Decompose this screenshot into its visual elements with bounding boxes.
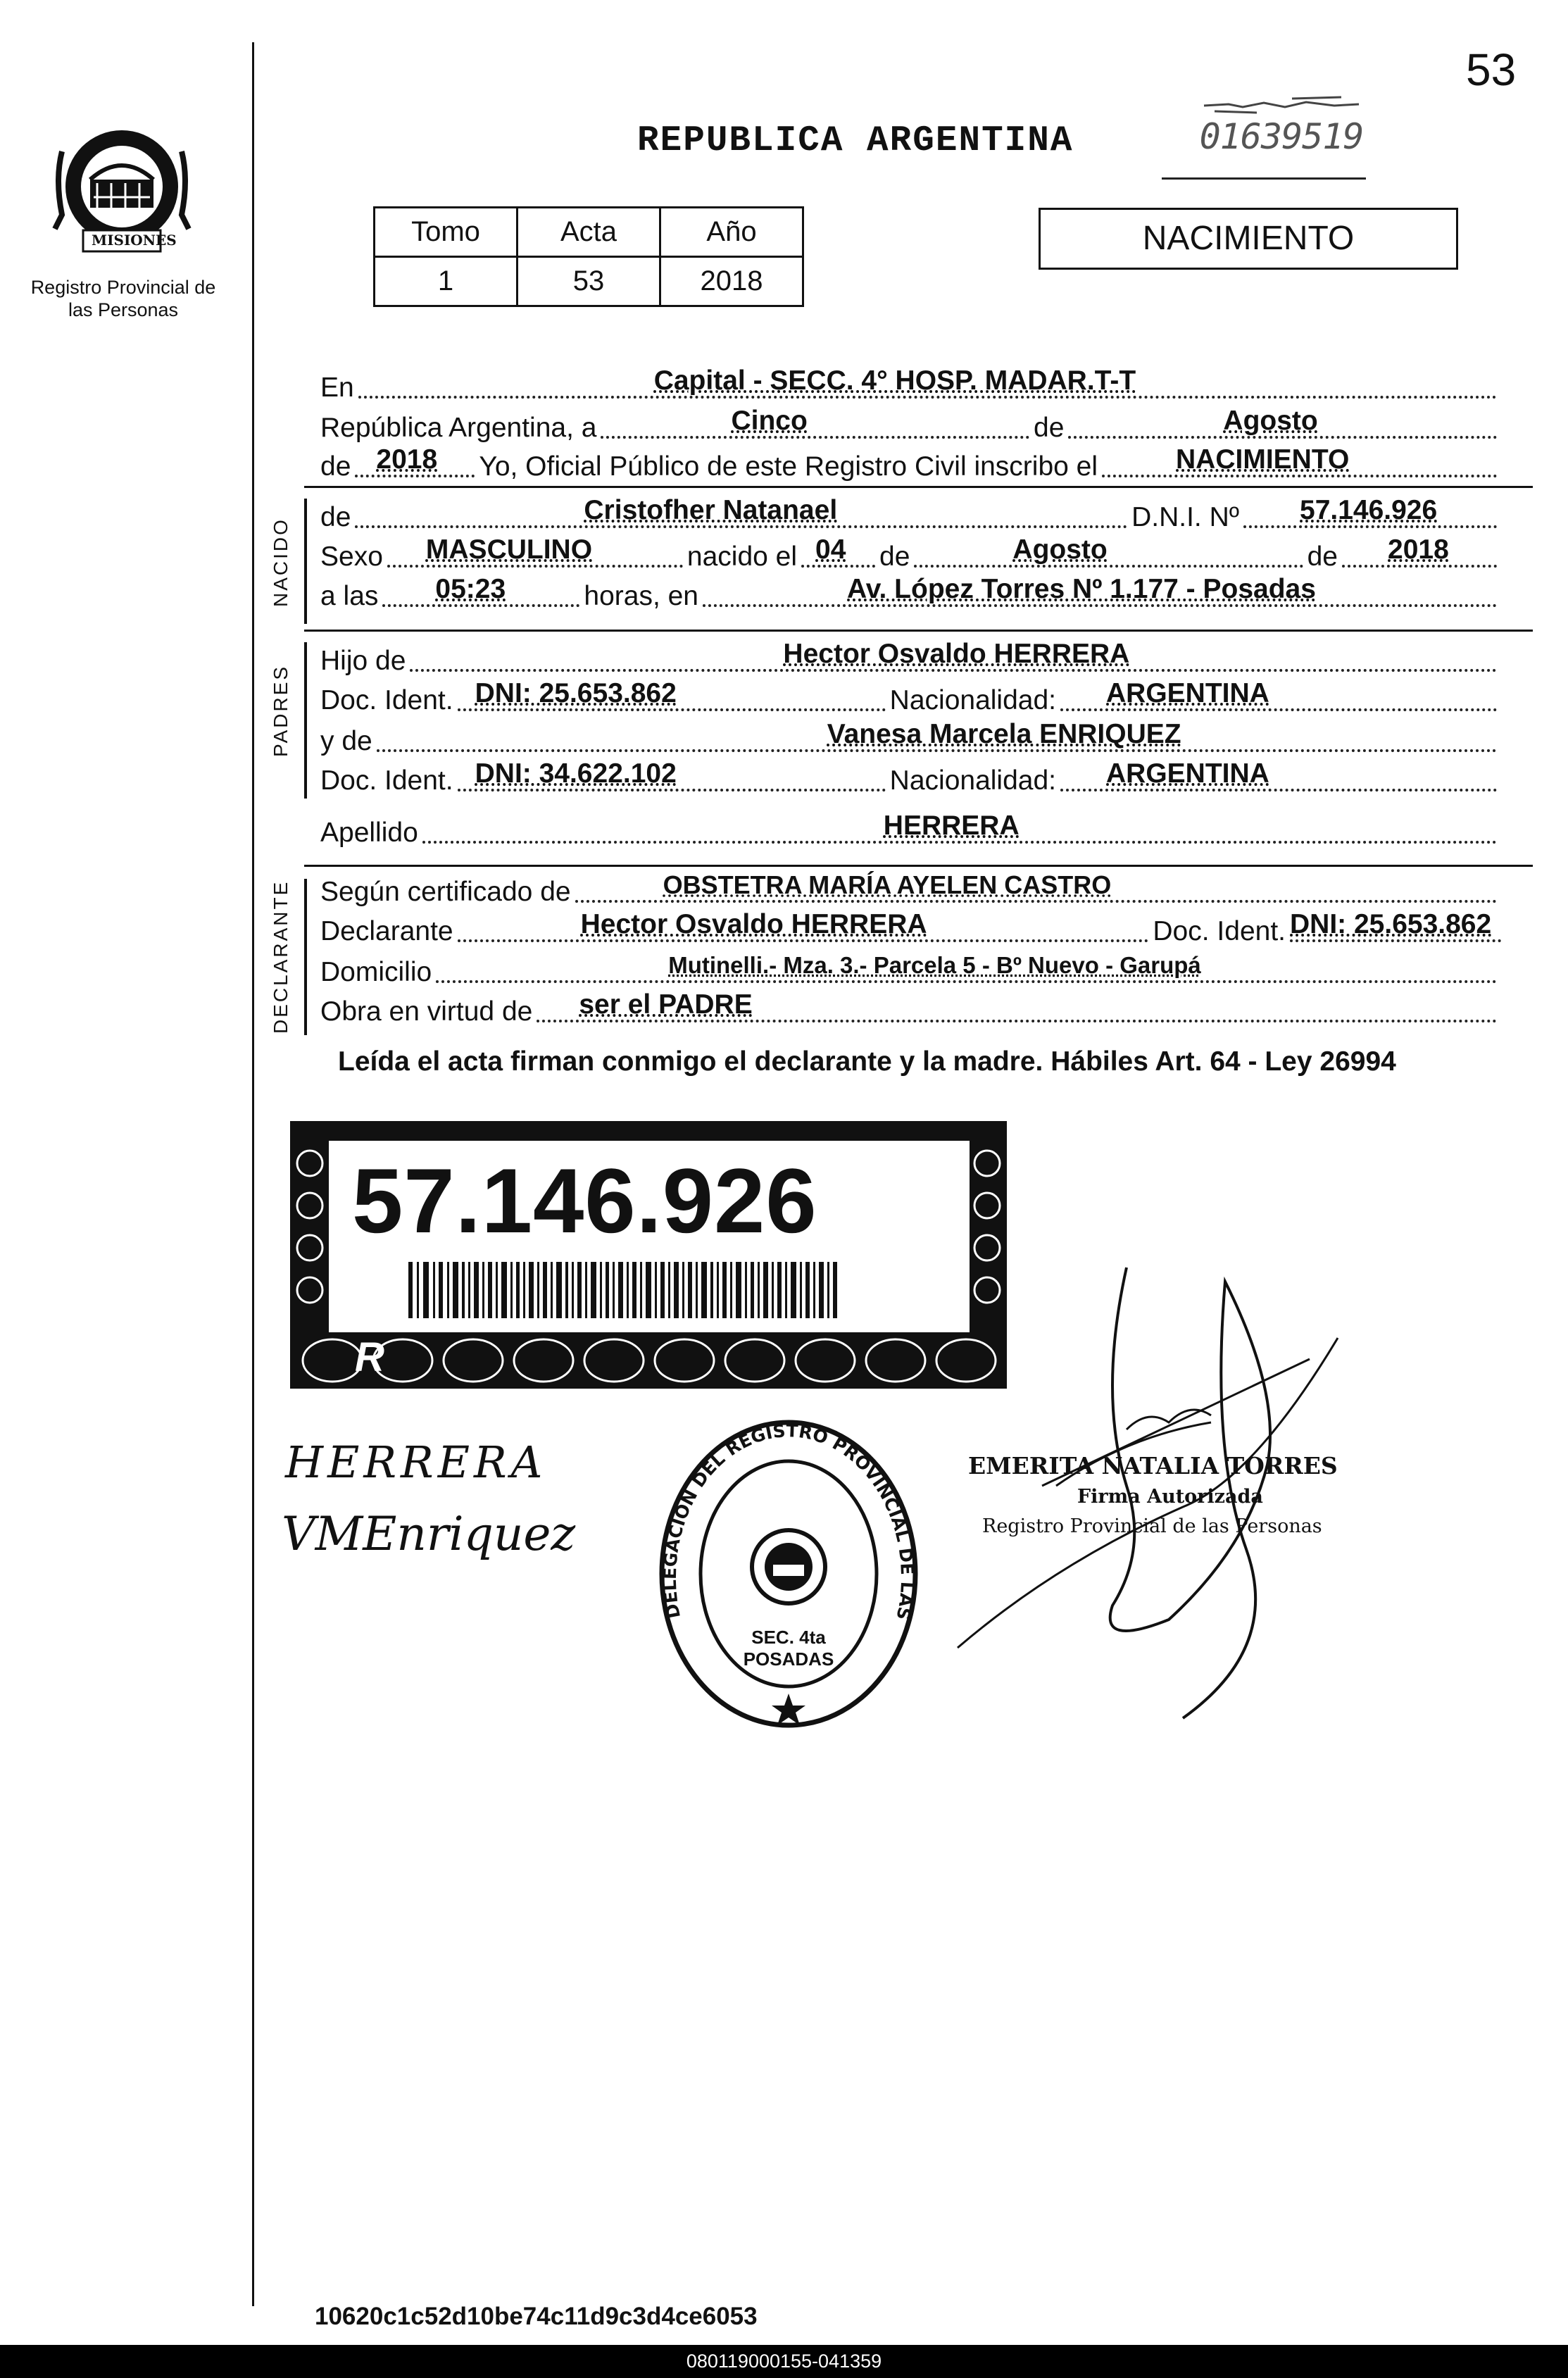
nota-firmas: Leída el acta firman conmigo el declarante y la madre. Hábiles Art. 64 - Ley 26994 — [338, 1046, 1396, 1077]
label-de-year: de — [320, 451, 351, 482]
value-birth-month: Agosto — [1012, 534, 1108, 565]
value-mother-nationality: ARGENTINA — [1106, 758, 1269, 789]
field-obra — [537, 989, 1497, 1022]
label-en: En — [320, 373, 354, 403]
field-father-nationality — [1060, 678, 1497, 711]
value-declarante-name: Hector Osvaldo HERRERA — [580, 909, 927, 939]
label-mother-doc: Doc. Ident. — [320, 765, 453, 796]
record-type-box: NACIMIENTO — [1039, 208, 1458, 270]
left-margin-rule — [252, 42, 254, 2306]
section-rule-apellido — [304, 865, 1533, 867]
serial-scribble-mark — [1200, 92, 1362, 116]
value-time: 05:23 — [435, 574, 506, 604]
label-sexo: Sexo — [320, 542, 383, 572]
label-de-month: de — [1034, 413, 1065, 443]
table-header-acta: Acta — [518, 208, 660, 257]
page-title: REPUBLICA ARGENTINA — [637, 121, 1074, 161]
label-domicilio: Domicilio — [320, 957, 432, 987]
value-father-doc: DNI: 25.653.862 — [475, 678, 677, 708]
footer-code: 080119000155-041359 — [686, 2351, 882, 2372]
value-year: 2018 — [376, 444, 438, 475]
record-table-value-row — [375, 257, 803, 306]
seal-outer-text: DELEGACION DEL REGISTRO PROVINCIAL DE LAS — [659, 1420, 918, 1622]
value-place: Capital - SECC. 4° HOSP. MADAR.T-T — [653, 365, 1136, 396]
value-declarante-doc: DNI: 25.653.862 — [1290, 909, 1492, 939]
label-declarante-doc: Doc. Ident. — [1153, 916, 1286, 946]
value-day: Cinco — [731, 406, 808, 436]
row-mother — [320, 719, 1501, 758]
value-mother-doc: DNI: 34.622.102 — [475, 758, 677, 789]
label-de-name: de — [320, 502, 351, 532]
label-certificado: Según certificado de — [320, 877, 571, 907]
label-apellido: Apellido — [320, 818, 418, 848]
label-republica: República Argentina, a — [320, 413, 597, 443]
table-value-anio: 2018 — [660, 257, 803, 306]
field-declarante-name — [458, 909, 1149, 942]
value-inscribe-type: NACIMIENTO — [1176, 444, 1350, 475]
label-father-doc: Doc. Ident. — [320, 685, 453, 715]
label-father-nationality: Nacionalidad: — [889, 685, 1056, 715]
field-birth-year — [1342, 534, 1497, 568]
row-sexo — [320, 534, 1501, 573]
label-obra: Obra en virtud de — [320, 996, 533, 1027]
sticker-dni-number: 57.146.926 — [352, 1149, 817, 1252]
section-label-nacido: NACIDO — [270, 518, 291, 607]
row-nacido-name — [320, 495, 1501, 534]
field-declarante-doc — [1290, 909, 1501, 942]
field-child-name — [355, 495, 1127, 528]
handwritten-enriquez-signature: VMEnriquez — [282, 1507, 576, 1561]
label-hijo-de: Hijo de — [320, 646, 406, 676]
value-obra: ser el PADRE — [579, 989, 753, 1020]
value-father-nationality: ARGENTINA — [1106, 678, 1269, 708]
field-day — [601, 406, 1029, 439]
seal-inner-text: SEC. 4ta POSADAS — [743, 1627, 834, 1670]
row-place — [320, 365, 1501, 404]
field-year — [355, 444, 475, 477]
field-birth-month — [914, 534, 1303, 568]
registry-seal — [655, 1415, 922, 1732]
label-mother-nationality: Nacionalidad: — [889, 765, 1056, 796]
table-value-tomo: 1 — [375, 257, 518, 306]
section-label-declarante: DECLARANTE — [270, 880, 291, 1034]
logo-text-top: PROVINCIA DE — [84, 116, 188, 130]
label-y-de: y de — [320, 726, 372, 756]
row-obra — [320, 989, 1501, 1028]
record-table — [373, 206, 804, 307]
bracket-padres — [304, 642, 307, 799]
value-mother-name: Vanesa Marcela ENRIQUEZ — [827, 719, 1181, 749]
field-child-dni — [1243, 495, 1497, 528]
sticker-pattern-letter: R — [355, 1334, 435, 1380]
value-domicilio: Mutinelli.- Mza. 3.- Parcela 5 - Bº Nuevo - Garupá — [668, 952, 1201, 978]
row-date — [320, 406, 1501, 444]
field-mother-nationality — [1060, 758, 1497, 791]
handwritten-herrera: HERRERA — [285, 1437, 547, 1488]
label-dni: D.N.I. Nº — [1131, 502, 1239, 532]
field-birth-place — [703, 574, 1497, 607]
value-birth-year: 2018 — [1388, 534, 1449, 565]
value-father-name: Hector Osvaldo HERRERA — [783, 639, 1130, 669]
row-apellido — [320, 811, 1501, 849]
field-inscribe-type — [1102, 444, 1497, 477]
field-apellido — [422, 811, 1497, 844]
value-birth-place: Av. López Torres Nº 1.177 - Posadas — [847, 574, 1316, 604]
field-father-name — [410, 639, 1497, 672]
svg-text:DELEGACION DEL REGISTRO PROVIN — [655, 1415, 917, 1629]
bracket-nacido — [304, 499, 307, 624]
field-father-doc — [458, 678, 886, 711]
value-birth-day: 04 — [815, 534, 846, 565]
label-nacido-el: nacido el — [686, 542, 798, 572]
value-child-name: Cristofher Natanael — [584, 495, 838, 525]
page-number: 53 — [1466, 44, 1517, 95]
footer-code-bar — [0, 2345, 1568, 2378]
field-month — [1068, 406, 1497, 439]
label-a-las: a las — [320, 581, 379, 611]
value-month: Agosto — [1223, 406, 1318, 436]
label-de-birth-month: de — [879, 542, 910, 572]
row-year-inscribo — [320, 444, 1501, 483]
official-role: Firma Autorizada — [1077, 1486, 1263, 1508]
field-sexo — [387, 534, 683, 568]
row-father — [320, 639, 1501, 677]
label-declarante: Declarante — [320, 916, 453, 946]
section-label-padres: PADRES — [270, 664, 291, 757]
section-rule-top — [304, 486, 1533, 488]
serial-number: 01639519 — [1199, 116, 1364, 157]
value-apellido: HERRERA — [883, 811, 1020, 841]
value-sexo: MASCULINO — [425, 534, 593, 565]
official-name: EMERITA NATALIA TORRES — [968, 1452, 1338, 1479]
logo-text-bottom: MISIONES — [92, 232, 177, 249]
label-inscribo: Yo, Oficial Público de este Registro Civil inscribo el — [479, 451, 1098, 482]
field-mother-doc — [458, 758, 886, 791]
row-father-doc — [320, 678, 1501, 717]
provincia-misiones-logo — [41, 109, 203, 264]
field-domicilio — [436, 952, 1497, 983]
document-hash: 10620c1c52d10be74c11d9c3d4ce6053 — [315, 2303, 758, 2330]
field-certificado — [575, 870, 1497, 903]
value-child-dni: 57.146.926 — [1300, 495, 1438, 525]
table-header-tomo: Tomo — [375, 208, 518, 257]
bracket-declarante — [304, 879, 307, 1035]
table-header-anio: Año — [660, 208, 803, 257]
row-declarante — [320, 909, 1501, 948]
field-place — [358, 365, 1497, 399]
row-time-place — [320, 574, 1501, 613]
row-mother-doc — [320, 758, 1501, 797]
value-certificado: OBSTETRA MARÍA AYELEN CASTRO — [663, 870, 1112, 899]
section-rule-nacido — [304, 630, 1533, 632]
serial-underline — [1162, 177, 1366, 180]
row-certificado — [320, 870, 1501, 908]
label-horas-en: horas, en — [584, 581, 698, 611]
row-domicilio — [320, 952, 1501, 989]
field-time — [382, 574, 579, 607]
label-de-birth-year: de — [1307, 542, 1338, 572]
seal-stamp — [655, 1415, 922, 1732]
table-value-acta: 53 — [518, 257, 660, 306]
official-org: Registro Provincial de las Personas — [982, 1515, 1322, 1537]
record-table-header-row — [375, 208, 803, 257]
issuer-label: Registro Provincial de las Personas — [30, 277, 216, 320]
field-mother-name — [377, 719, 1497, 752]
field-birth-day — [801, 534, 875, 568]
